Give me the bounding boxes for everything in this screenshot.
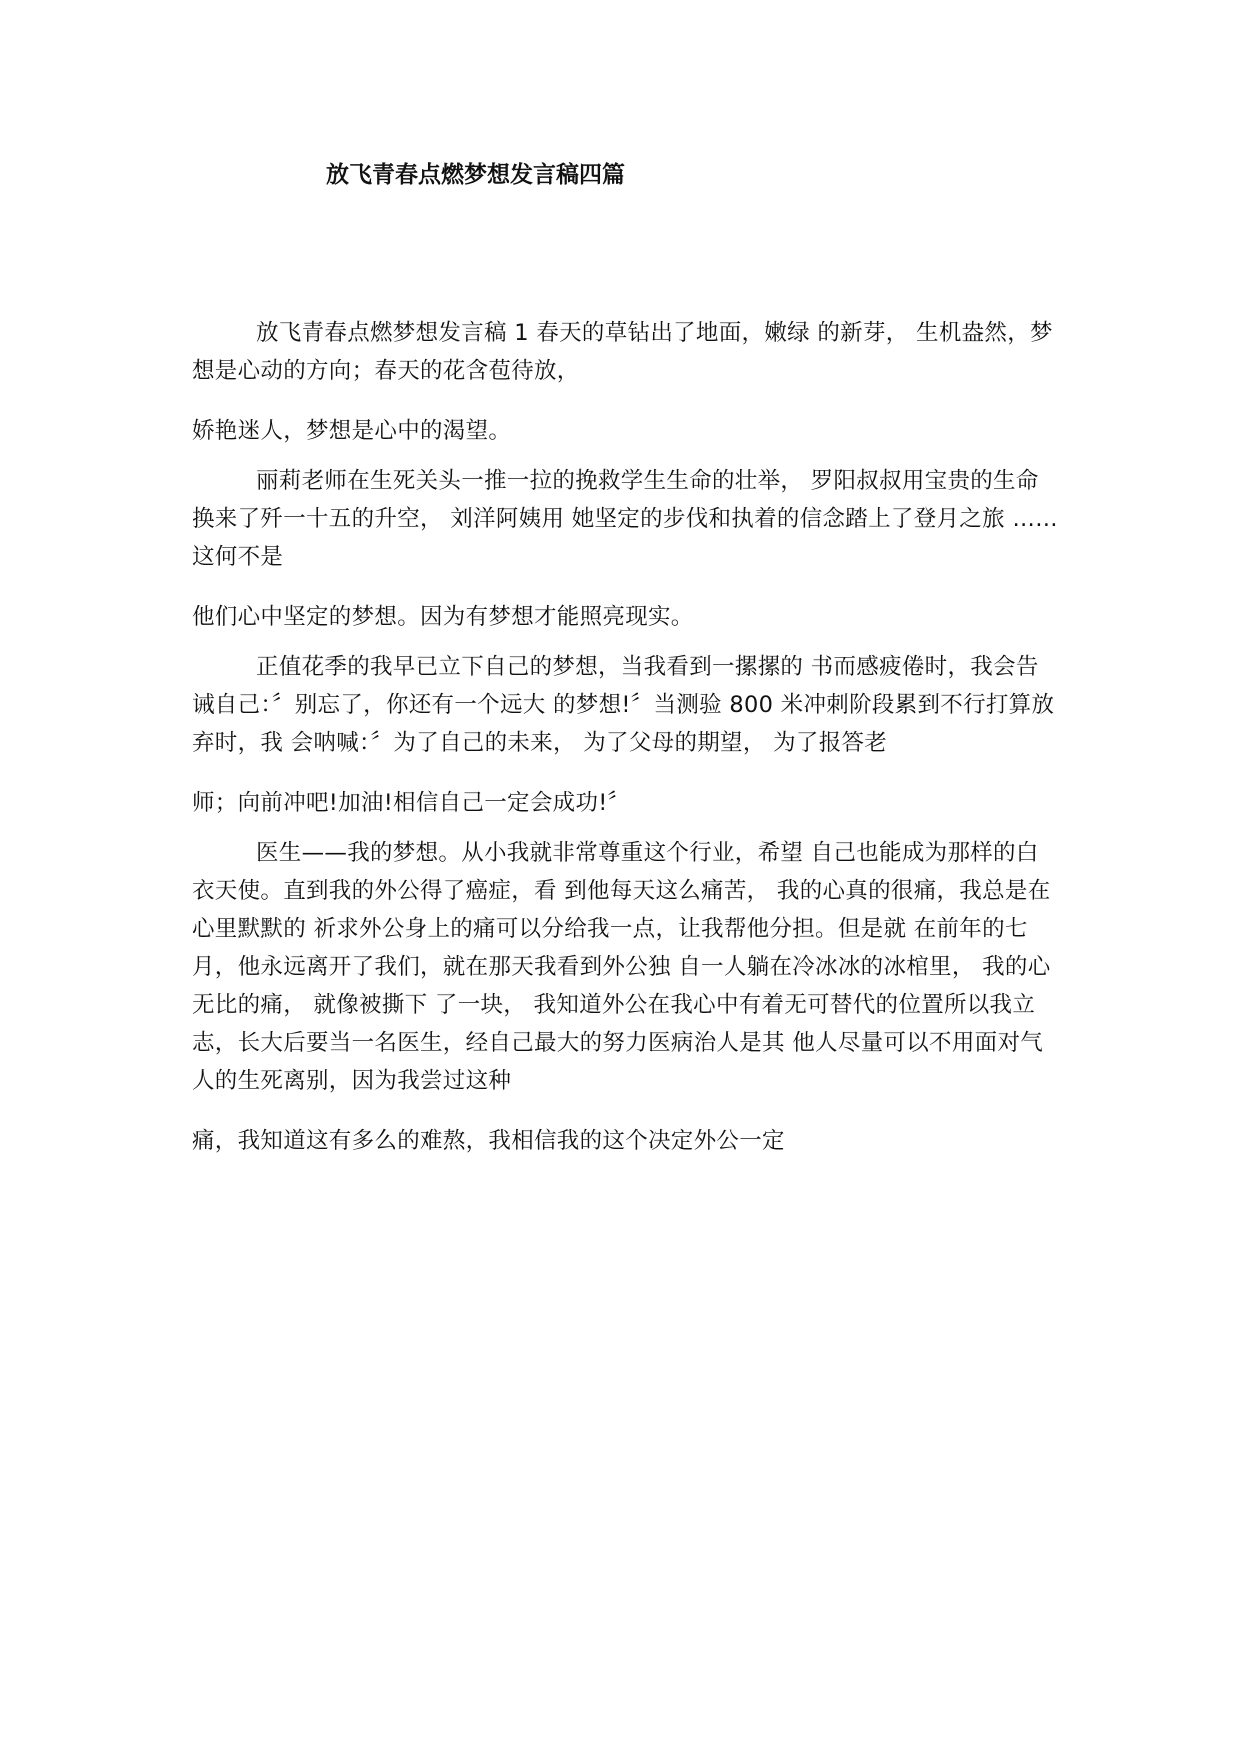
paragraph-intro-continued: 娇艳迷人，梦想是心中的渴望。 — [192, 418, 512, 444]
paragraph-my-dream-continued: 师；向前冲吧!加油!相信自己一定会成功!〞 — [192, 790, 631, 816]
document-body — [192, 314, 1058, 1160]
paragraph-doctor: 医生——我的梦想。从小我就非常尊重这个行业，希望 自己也能成为那样的白衣天使。直到我的外公得了癌症，看 到他每天这么痛苦， 我的心真的很痛，我总是在心里默默的 祈求外公身上的痛可以分给我一点，让我帮他分担。但是就 在前年的七月，他永远离开了我们，就在那天我看到外公独 自一人躺在冷冰冰的冰棺里， 我的心无比的痛， 就像被撕下 了一块， 我知道外公在我心中有着无可替代的位置所以我立 志，长大后要当一名医生，经自己最大的努力医病治人是其 他人尽量可以不用面对气人的生死离别，因为我尝过这种 — [192, 840, 1051, 1094]
paragraph-heroes-continued: 他们心中坚定的梦想。因为有梦想才能照亮现实。 — [192, 604, 694, 630]
paragraph-doctor-continued: 痛，我知道这有多么的难熬，我相信我的这个决定外公一定 — [192, 1128, 785, 1154]
paragraph-heroes: 丽莉老师在生死关头一推一拉的挽救学生生命的壮举， 罗阳叔叔用宝贵的生命换来了歼一十五的升空， 刘洋阿姨用 她坚定的步伐和执着的信念踏上了登月之旅 ……这何不是 — [192, 468, 1058, 570]
paragraph-intro: 放飞青春点燃梦想发言稿 1 春天的草钻出了地面，嫩绿 的新芽， 生机盎然，梦想是心动的方向；春天的花含苞待放， — [192, 320, 1053, 384]
document-title: 放飞青春点燃梦想发言稿四篇 — [326, 162, 625, 188]
paragraph-my-dream: 正值花季的我早已立下自己的梦想，当我看到一摞摞的 书而感疲倦时，我会告诫自己：〞别忘了，你还有一个远大 的梦想!〞当测验 800 米冲刺阶段累到不行打算放弃时，我 会呐喊：〞为了自己的未来， 为了父母的期望， 为了报答老 — [192, 654, 1055, 756]
